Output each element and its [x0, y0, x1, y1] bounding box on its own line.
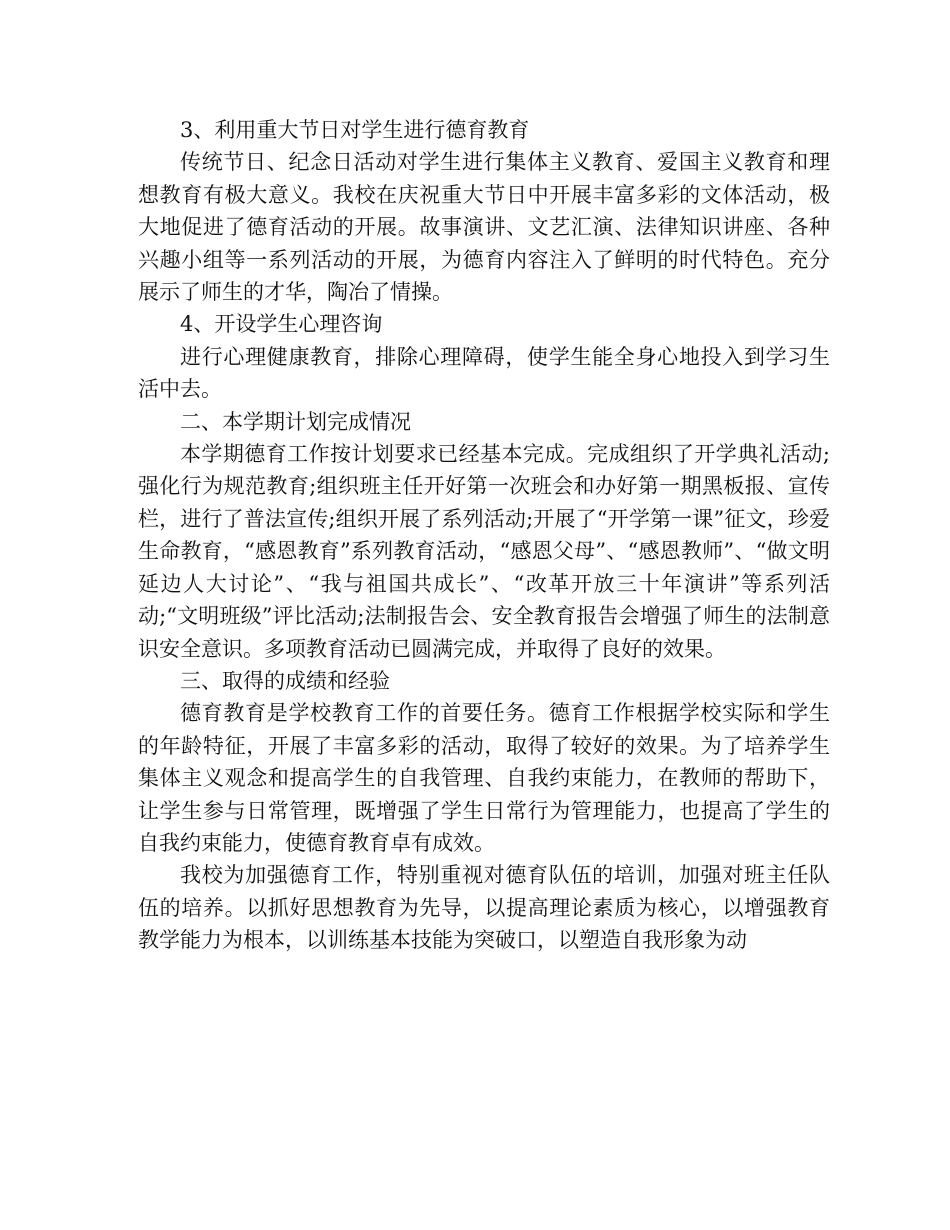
section-heading-festival-education: 3、利用重大节日对学生进行德育教育	[180, 118, 530, 142]
paragraph-psych-counseling: 进行心理健康教育，排除心理障碍，使学生能全身心地投入到学习生活中去。	[138, 344, 830, 402]
paragraph-festival-education: 传统节日、纪念日活动对学生进行集体主义教育、爱国主义教育和理想教育有极大意义。我校在庆祝重大节日中开展丰富多彩的文体活动，极大地促进了德育活动的开展。故事演讲、文艺汇演、法律知识讲座、各种兴趣小组等一系列活动的开展，为德育内容注入了鲜明的时代特色。充分展示了师生的才华，陶冶了情操。	[138, 150, 830, 305]
section-heading-psych-counseling: 4、开设学生心理咨询	[180, 312, 383, 337]
section-heading-achievements: 三、取得的成绩和经验	[180, 668, 390, 693]
paragraph-achievements: 德育教育是学校教育工作的首要任务。德育工作根据学校实际和学生的年龄特征，开展了丰富多彩的活动，取得了较好的效果。为了培养学生集体主义观念和提高学生的自我管理、自我约束能力，在教师的帮助下，让学生参与日常管理，既增强了学生日常行为管理能力，也提高了学生的自我约束能力，使德育教育卓有成效。	[138, 701, 830, 855]
paragraph-team-training: 我校为加强德育工作，特别重视对德育队伍的培训，加强对班主任队伍的培养。以抓好思想教育为先导，以提高理论素质为核心，以增强教育教学能力为根本，以训练基本技能为突破口，以塑造自我形象为动	[138, 863, 830, 953]
document-body	[138, 114, 830, 957]
paragraph-plan-completion: 本学期德育工作按计划要求已经基本完成。完成组织了开学典礼活动;强化行为规范教育;组织班主任开好第一次班会和办好第一期黑板报、宣传栏，进行了普法宣传;组织开展了系列活动;开展了“开学第一课”征文，珍爱生命教育，“感恩教育”系列教育活动，“感恩父母”、“感恩教师”、“做文明延边人大讨论”、“我与祖国共成长”、“改革开放三十年演讲”等系列活动;“文明班级”评比活动;法制报告会、安全教育报告会增强了师生的法制意识安全意识。多项教育活动已圆满完成，并取得了良好的效果。	[138, 442, 830, 661]
section-heading-plan-completion: 二、本学期计划完成情况	[180, 409, 411, 434]
